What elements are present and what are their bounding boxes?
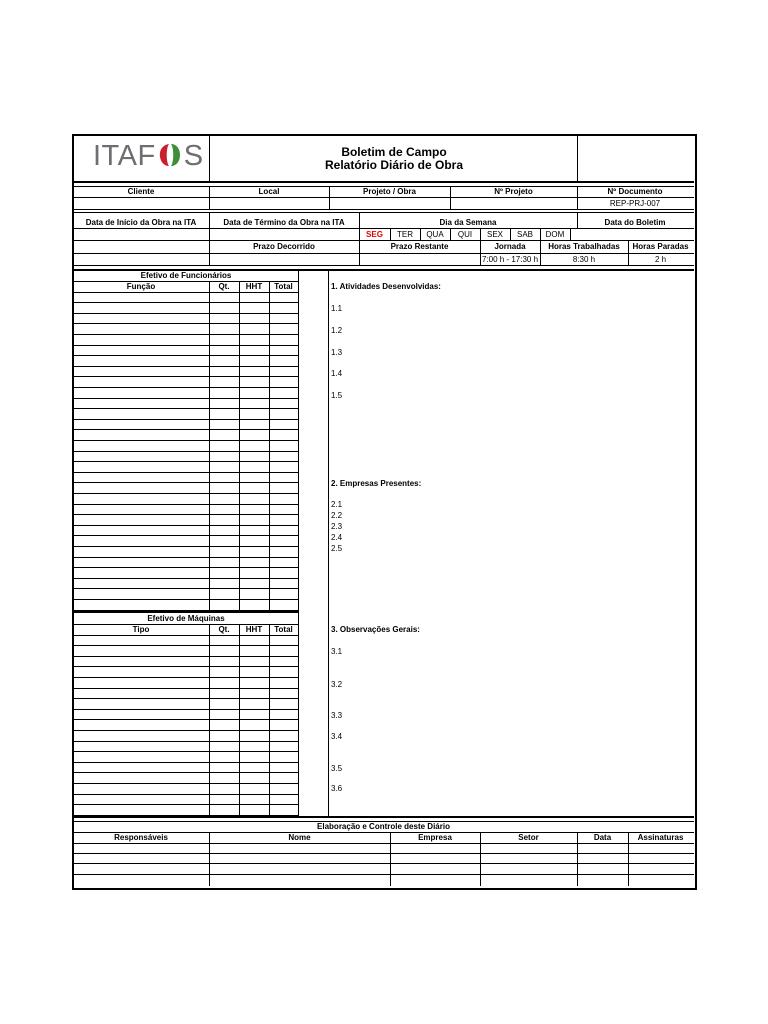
table-row-line (73, 698, 299, 699)
logo-text-end: S (183, 140, 204, 172)
table-row-line (73, 709, 299, 710)
table-row-line (73, 762, 299, 763)
jornada-value: 7:00 h - 17:30 h (481, 255, 539, 264)
label-numero-documento: Nº Documento (607, 187, 663, 196)
day-qua[interactable]: QUA (426, 230, 444, 239)
table-row-line (73, 741, 299, 742)
label-data-boletim: Data do Boletim (604, 218, 666, 227)
col-funcao: Função (126, 282, 156, 291)
table-row-line (73, 302, 299, 303)
table-row-line (73, 635, 299, 636)
table-row-line (73, 461, 299, 462)
logo-text-start: ITAF (93, 140, 156, 172)
label-dia-semana: Dia da Semana (439, 218, 497, 227)
col-hht: HHT (245, 282, 263, 291)
item-2-5: 2.5 (331, 544, 343, 553)
table-row-line (73, 334, 299, 335)
section-atividades-title: 1. Atividades Desenvolvidas: (331, 282, 441, 291)
table-row-line (73, 772, 299, 773)
table-row-line (73, 688, 299, 689)
table-row-line (73, 656, 299, 657)
company-logo (93, 138, 204, 174)
item-3-1: 3.1 (331, 647, 343, 656)
item-3-6: 3.6 (331, 784, 343, 793)
label-projeto-obra: Projeto / Obra (363, 187, 416, 196)
table-row-line (73, 588, 299, 589)
day-qui[interactable]: QUI (457, 230, 473, 239)
table-row-line (73, 345, 299, 346)
col-tipo: Tipo (132, 625, 150, 634)
item-2-3: 2.3 (331, 522, 343, 531)
col-total: Total (274, 282, 293, 291)
table-row-line (73, 482, 299, 483)
table-row-line (73, 429, 299, 430)
table-row-line (73, 525, 299, 526)
table-row-line (73, 292, 299, 293)
day-sab[interactable]: SAB (516, 230, 533, 239)
label-local: Local (258, 187, 280, 196)
table-row-line (73, 610, 299, 611)
item-2-2: 2.2 (331, 511, 343, 520)
table-row-line (73, 387, 299, 388)
table-row-line (73, 366, 299, 367)
col-data: Data (593, 833, 612, 842)
day-dom[interactable]: DOM (545, 230, 565, 239)
day-ter[interactable]: TER (397, 230, 413, 239)
horas-trabalhadas-value: 8:30 h (572, 255, 596, 264)
label-jornada: Jornada (494, 242, 526, 251)
item-3-4: 3.4 (331, 732, 343, 741)
table-row-line (73, 440, 299, 441)
label-horas-paradas: Horas Paradas (632, 242, 689, 251)
table-row-line (73, 313, 299, 314)
col-assinaturas: Assinaturas (637, 833, 684, 842)
table-row-line (73, 599, 299, 600)
label-horas-trabalhadas: Horas Trabalhadas (548, 242, 620, 251)
col-empresa: Empresa (418, 833, 452, 842)
label-data-inicio: Data de Início da Obra na ITA (85, 218, 197, 227)
table-row-line (73, 355, 299, 356)
label-prazo-decorrido: Prazo Decorrido (253, 242, 315, 251)
maquinas-title: Efetivo de Máquinas (147, 614, 225, 623)
document-number-value: REP-PRJ-007 (609, 199, 661, 208)
form-title: Boletim de Campo (341, 145, 447, 159)
col-nome: Nome (288, 833, 311, 842)
table-row-line (73, 535, 299, 536)
item-2-1: 2.1 (331, 500, 343, 509)
col-responsaveis: Responsáveis (114, 833, 168, 842)
item-2-4: 2.4 (331, 533, 343, 542)
label-cliente: Cliente (127, 187, 155, 196)
table-row-line (73, 323, 299, 324)
item-3-3: 3.3 (331, 711, 343, 720)
item-1-2: 1.2 (331, 326, 343, 335)
table-row-line (73, 567, 299, 568)
table-row-line (73, 376, 299, 377)
table-row-line (73, 504, 299, 505)
item-3-5: 3.5 (331, 764, 343, 773)
funcionarios-title: Efetivo de Funcionários (140, 271, 232, 280)
label-prazo-restante: Prazo Restante (390, 242, 449, 251)
item-1-3: 1.3 (331, 348, 343, 357)
col-total-maq: Total (274, 625, 293, 634)
table-row-line (73, 645, 299, 646)
section-empresas-title: 2. Empresas Presentes: (331, 479, 422, 488)
label-numero-projeto: Nº Projeto (494, 187, 533, 196)
item-1-5: 1.5 (331, 391, 343, 400)
section-divider-left-top (73, 611, 299, 613)
day-sex[interactable]: SEX (486, 230, 503, 239)
table-row-line (73, 804, 299, 805)
table-row-line (73, 751, 299, 752)
col-hht-maq: HHT (245, 625, 263, 634)
table-row-line (73, 677, 299, 678)
table-row-line (73, 398, 299, 399)
day-seg[interactable]: SEG (366, 230, 383, 239)
coffee-bean-logo-icon (157, 142, 183, 168)
item-3-2: 3.2 (331, 680, 343, 689)
footer-title: Elaboração e Controle deste Diário (317, 822, 450, 831)
item-1-1: 1.1 (331, 304, 343, 313)
col-qt: Qt. (218, 282, 230, 291)
table-row-line (73, 451, 299, 452)
table-row-line (73, 783, 299, 784)
form-subtitle: Relatório Diário de Obra (324, 158, 464, 172)
table-row-line (73, 666, 299, 667)
table-row-line (73, 493, 299, 494)
table-row-line (73, 472, 299, 473)
table-row-line (73, 419, 299, 420)
table-row-line (73, 719, 299, 720)
label-data-termino: Data de Término da Obra na ITA (223, 218, 345, 227)
table-row-line (73, 514, 299, 515)
section-observacoes-title: 3. Observações Gerais: (331, 625, 420, 634)
table-row-line (73, 730, 299, 731)
col-setor: Setor (518, 833, 539, 842)
table-row-line (73, 408, 299, 409)
table-row-line (73, 794, 299, 795)
table-row-line (73, 557, 299, 558)
table-row-line (73, 546, 299, 547)
col-qt-maq: Qt. (218, 625, 230, 634)
horas-paradas-value: 2 h (654, 255, 667, 264)
table-row-line (73, 578, 299, 579)
item-1-4: 1.4 (331, 369, 343, 378)
